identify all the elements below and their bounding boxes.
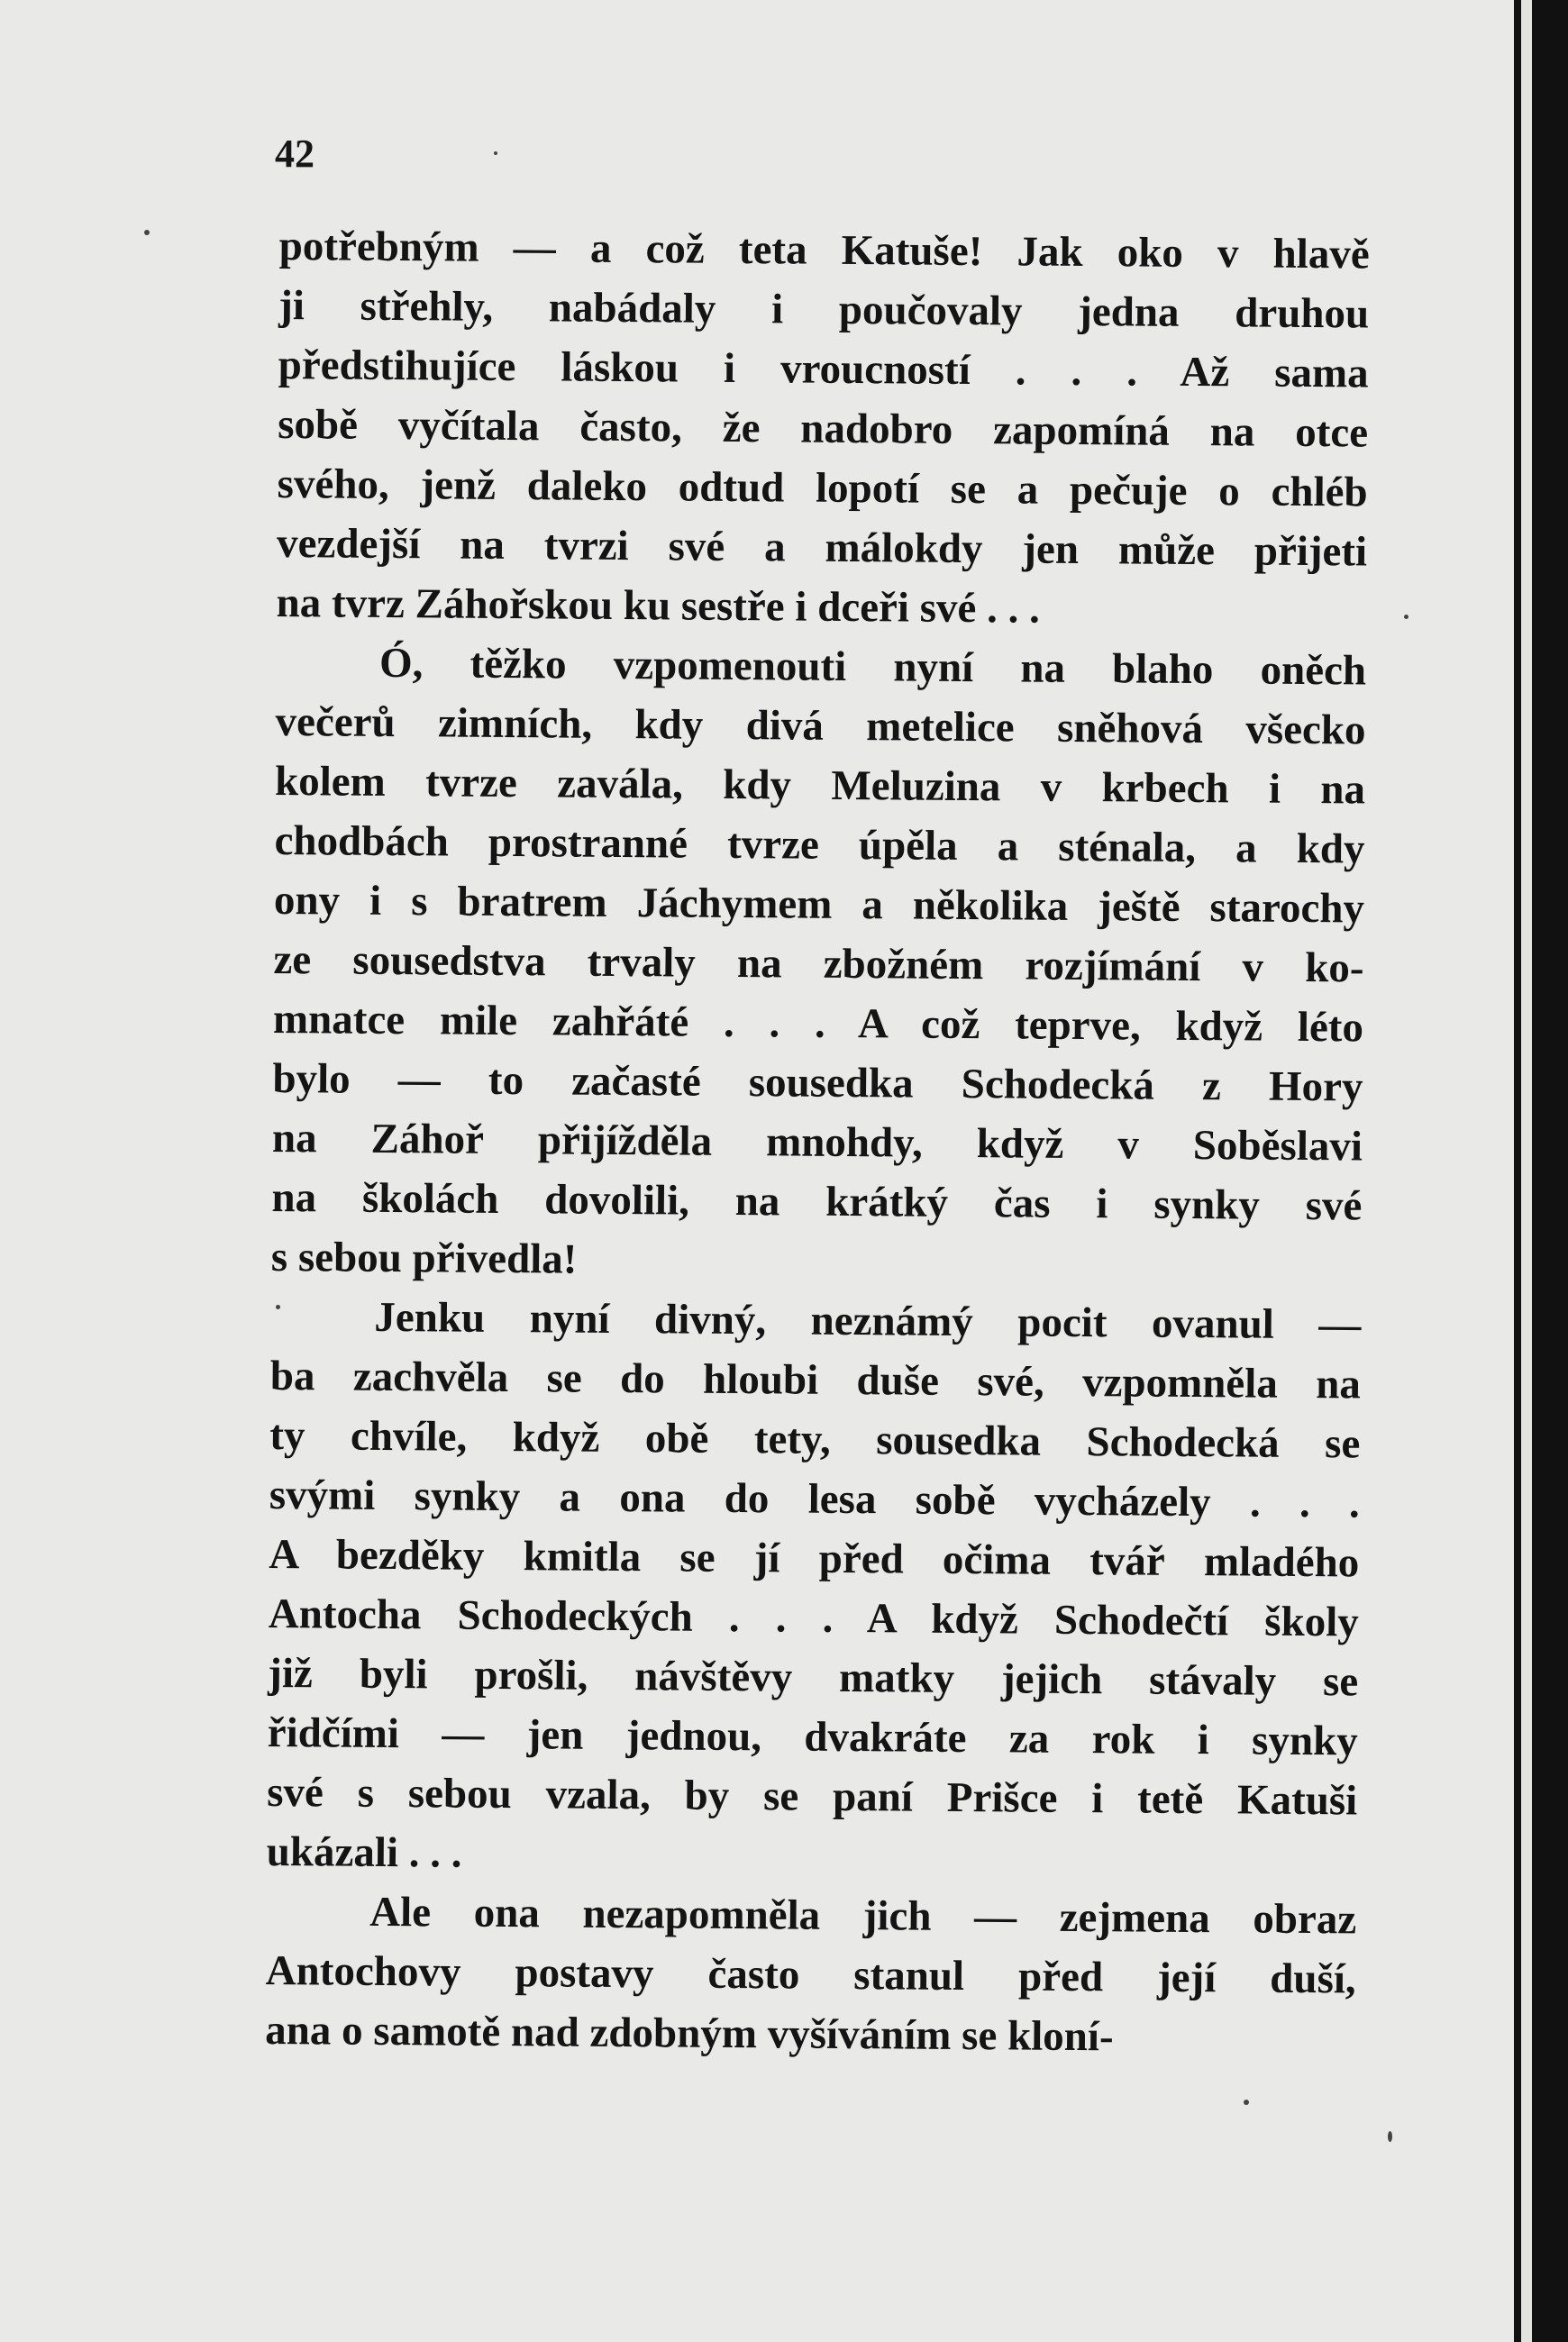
text-line: řidčími — jen jednou, dvakráte za rok i synky: [267, 1709, 1358, 1765]
text-line: svého, jenž daleko odtud lopotí se a pečuje o chléb: [277, 460, 1368, 516]
body-text: [265, 216, 1370, 2068]
paper-speck: [144, 230, 150, 235]
text-line: ony i s bratrem Jáchymem a několika ještě starochy: [273, 876, 1365, 933]
paper-speck: [276, 1305, 280, 1309]
text-line: kolem tvrze zavála, kdy Meluzina v krbech i na: [274, 757, 1366, 814]
text-line: Antocha Schodeckých . . . A když Schodečtí školy: [268, 1590, 1359, 1646]
text-line: předstihujíce láskou i vroucností . . . Až sama: [278, 341, 1369, 397]
paper-speck: [494, 151, 497, 155]
paper-speck: [1244, 2100, 1249, 2105]
text-line: ty chvíle, když obě tety, sousedka Schodecká se: [269, 1411, 1361, 1468]
text-line: chodbách prostranné tvrze úpěla a sténala, a kdy: [274, 816, 1365, 873]
text-line: Jenku nyní divný, neznámý pocit ovanul —: [374, 1293, 1362, 1349]
text-line: mnatce mile zahřáté . . . A což teprve, když léto: [272, 995, 1364, 1052]
text-line: sobě vyčítala často, že nadobro zapomíná na otce: [277, 400, 1369, 457]
text-line: své s sebou vzala, by se paní Prišce i tetě Katuši: [267, 1768, 1358, 1825]
text-line: na Záhoř přijížděla mnohdy, když v Soběslavi: [271, 1114, 1363, 1171]
text-line: Ó, těžko vzpomenouti nyní na blaho oněch: [378, 639, 1367, 695]
paper-speck: [1404, 615, 1408, 619]
text-line: Antochovy postavy často stanul před její duší,: [265, 1946, 1356, 2003]
text-line: ba zachvěla se do hloubi duše své, vzpomněla na: [269, 1352, 1362, 1408]
text-line: ana o samotě nad zdobným vyšíváním se kloní-: [264, 2006, 1114, 2061]
text-line: na tvrz Záhořskou ku sestře i dceři své . . .: [276, 579, 1041, 633]
text-line: vezdejší na tvrzi své a málokdy jen může přijeti: [276, 519, 1368, 576]
paper-speck: [1388, 2131, 1392, 2142]
adjacent-page-edge: [1514, 0, 1568, 2342]
text-line: ze sousedstva trvaly na zbožném rozjímání v ko-: [273, 935, 1364, 992]
text-line: již byli prošli, návštěvy matky jejich stávaly se: [268, 1649, 1359, 1706]
text-line: na školách dovolili, na krátký čas i synky své: [271, 1173, 1363, 1230]
text-line: s sebou přivedla!: [270, 1233, 578, 1283]
text-line: večerů zimních, kdy divá metelice sněhová všecko: [275, 697, 1366, 754]
text-line: A bezděky kmitla se jí před očima tvář mladého: [269, 1530, 1360, 1587]
page-number: 42: [275, 132, 315, 176]
text-line: svými synky a ona do lesa sobě vycházely . . .: [269, 1471, 1361, 1527]
text-line: bylo — to začasté sousedka Schodecká z Hory: [272, 1054, 1363, 1111]
text-line: ji střehly, nabádaly i poučovaly jedna druhou: [278, 281, 1370, 338]
page-edge-strip: [1521, 0, 1532, 2342]
text-line: ukázali . . .: [266, 1827, 462, 1877]
text-line: Ale ona nezapomněla jich — zejmena obraz: [369, 1888, 1357, 1944]
text-line: potřebným — a což teta Katuše! Jak oko v hlavě: [278, 222, 1370, 278]
